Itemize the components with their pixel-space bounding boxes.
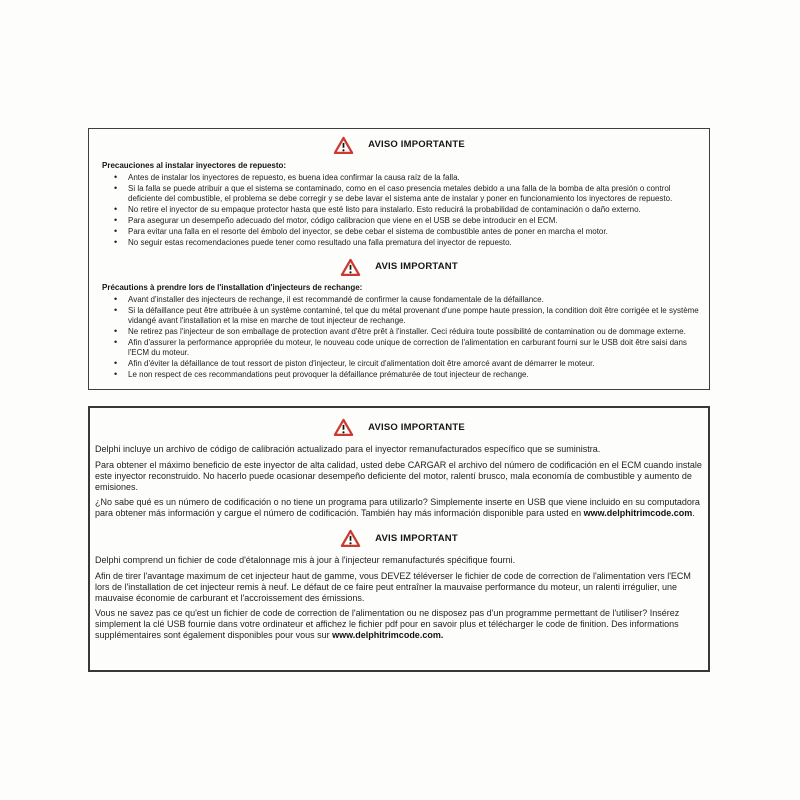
paragraph-text: ¿No sabe qué es un número de codificación o no tiene un programa para utilizarlo? Simplemente inserte en USB que viene incluido en su computadora para obtener más información y cargue el número de codificación. También hay más información disponible para usted en — [95, 497, 700, 518]
paragraph-text: Vous ne savez pas ce qu'est un fichier de code de correction de l'alimentation ou ne disposez pas d'un programme permettant de l'utiliser? Insérez simplement la clé USB fournie dans votre ordinateur et affichez le fichier pdf pour en savoir plus et télécharger le code de finition. Des informations supplémentaires sont également disponibles pour vous sur — [95, 608, 680, 640]
notice-box-calibration-code — [88, 406, 710, 672]
french-precautions-list — [89, 295, 703, 380]
avis-important-header-box1 — [89, 257, 709, 277]
paragraph: Delphi incluye un archivo de código de calibración actualizado para el inyector remanufacturados específico que se suministra. — [95, 444, 601, 454]
aviso-importante-header-box2 — [90, 417, 708, 437]
list-item: • Si la falla se puede atribuir a que el sistema se contaminado, como en el caso presencia metales debido a una falla de la bomba de alta presión o control deficiente del combustible, el problema se debe corregir y se debe lavar el sistema ante de instalar y poner en funcionamiento los inyectores de repuesto. — [89, 184, 703, 204]
trimcode-url: www.delphitrimcode.com — [583, 508, 693, 518]
paragraph: Delphi comprend un fichier de code d'étalonnage mis à jour à l'injecteur remanufacturés spécifique fourni. — [95, 555, 516, 565]
warning-header-label: AVISO IMPORTANTE — [368, 139, 465, 150]
french-precautions-intro: Précautions à prendre lors de l'installation d'injecteurs de rechange: — [102, 283, 363, 292]
paragraph — [95, 608, 702, 641]
list-item: • Afin d'assurer la performance appropriée du moteur, le nouveau code unique de correction de l'alimentation en carburant fourni sur le USB doit être saisi dans l'ECM du moteur. — [89, 338, 703, 358]
list-item: • Le non respect de ces recommandations peut provoquer la défaillance prématurée de tout injecteur de rechange. — [89, 370, 703, 380]
french-calibration-paragraphs — [95, 555, 702, 641]
aviso-importante-header-box1 — [89, 135, 709, 155]
warning-header-label: AVIS IMPORTANT — [375, 532, 458, 544]
list-item: • Afin d'éviter la défaillance de tout ressort de piston d'injecteur, le circuit d'alimentation doit être amorcé avant de démarrer le moteur. — [89, 359, 703, 369]
paragraph: Para obtener el máximo beneficio de este inyector de alta calidad, usted debe CARGAR el archivo del número de codificación en el ECM cuando instale este inyector reconstruido. No hacerlo puede ocasionar desempeño deficiente del motor, ralentí brusco, mala economía de combustible y aumento de emisiones. — [95, 459, 702, 492]
notice-box-precautions — [88, 128, 710, 390]
warning-header-label: AVIS IMPORTANT — [375, 261, 458, 272]
paragraph — [95, 497, 702, 519]
trimcode-url: www.delphitrimcode.com. — [332, 630, 444, 640]
paragraph: Afin de tirer l'avantage maximum de cet injecteur haut de gamme, vous DEVEZ téléverser le fichier de code de correction de l'alimentation vers l'ECM lors de l'installation de cet injecteur remis à neuf. Le défaut de ce faire peut entraîner la mauvaise performance du moteur, un ralenti irrégulier, une mauvaise économie de carburant et l'accroissement des émissions. — [95, 570, 691, 603]
list-item: • No retire el inyector de su empaque protector hasta que esté listo para instalarlo. Esto reducirá la probabilidad de contaminación o daño externo. — [89, 205, 703, 215]
list-item: • Para evitar una falla en el resorte del émbolo del inyector, se debe cebar el sistema de combustible antes de poner en marcha el motor. — [89, 227, 703, 237]
list-item: • Ne retirez pas l'injecteur de son emballage de protection avant d'être prêt à l'installer. Ceci réduira toute possibilité de contamination ou de dommage externe. — [89, 327, 703, 337]
warning-triangle-icon — [340, 529, 361, 548]
list-item: • Antes de instalar los inyectores de repuesto, es buena idea confirmar la causa raíz de la falla. — [89, 173, 703, 183]
spanish-precautions-list — [89, 173, 703, 248]
list-item: • No seguir estas recomendaciones puede tener como resultado una falla prematura del inyector de repuesto. — [89, 238, 703, 248]
list-item: • Para asegurar un desempeño adecuado del motor, código calibracion que viene en el USB se debe introducir en el ECM. — [89, 216, 703, 226]
spanish-precautions-intro: Precauciones al instalar inyectores de repuesto: — [102, 161, 287, 170]
list-item: • Si la défaillance peut être attribuée à un système contaminé, tel que du métal provenant d'une pompe haute pression, la condition doit être corrigée et le système vidangé avant l'installation et la mise en marche de tout injecteur de rechange. — [89, 306, 703, 326]
list-item: • Avant d'installer des injecteurs de rechange, il est recommandé de confirmer la cause fondamentale de la défaillance. — [89, 295, 703, 305]
avis-important-header-box2 — [90, 528, 708, 548]
warning-triangle-icon — [333, 418, 354, 437]
paragraph-text: . — [692, 508, 695, 518]
warning-triangle-icon — [333, 136, 354, 155]
spanish-calibration-paragraphs — [95, 444, 702, 519]
warning-header-label: AVISO IMPORTANTE — [368, 421, 465, 433]
warning-triangle-icon — [340, 258, 361, 277]
